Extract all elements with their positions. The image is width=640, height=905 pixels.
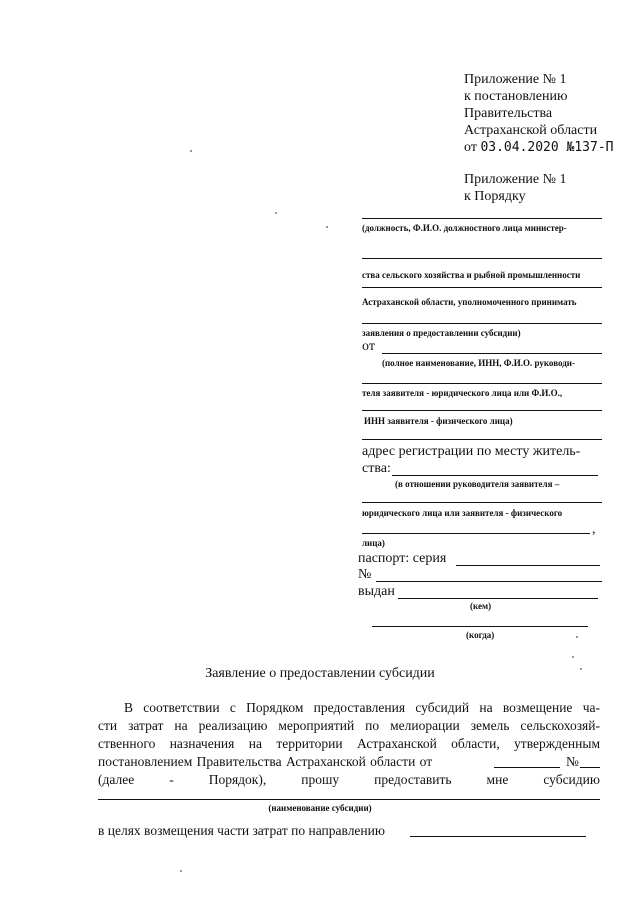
document-title: Заявление о предоставлении субсидии bbox=[205, 666, 435, 681]
scan-speck bbox=[572, 656, 574, 658]
scan-speck bbox=[180, 870, 182, 872]
purpose-label: в целях возмещения части затрат по направлению bbox=[98, 823, 385, 838]
scan-speck bbox=[576, 636, 578, 638]
field-line bbox=[362, 258, 602, 259]
field-line bbox=[362, 383, 602, 384]
paragraph-line-2: сти затрат на реализацию мероприятий по мелиорации земель сельскохозяй- bbox=[98, 718, 600, 733]
appendix-to-order: к Порядку bbox=[464, 189, 526, 204]
passport-series-line bbox=[456, 565, 600, 566]
hint-full-name: (полное наименование, ИНН, Ф.И.О. руководи- bbox=[382, 358, 575, 368]
field-line bbox=[362, 502, 602, 503]
field-line bbox=[362, 218, 602, 219]
passport-series-label: паспорт: серия bbox=[358, 551, 447, 566]
scan-speck bbox=[580, 668, 582, 670]
hint-region-authorized: Астраханской области, уполномоченного принимать bbox=[362, 297, 577, 307]
date-number-stamp: 03.04.2020 №137-П bbox=[480, 140, 614, 155]
word-ask: прошу bbox=[301, 772, 340, 787]
passport-number-line bbox=[376, 581, 602, 582]
date-prefix: от bbox=[464, 140, 477, 155]
paragraph-line-5 bbox=[98, 772, 600, 788]
field-line bbox=[362, 323, 602, 324]
hint-position: (должность, Ф.И.О. должностного лица министер- bbox=[362, 223, 567, 233]
paragraph-line-1: В соответствии с Порядком предоставления субсидий на возмещение ча- bbox=[124, 700, 600, 715]
appendix-date bbox=[464, 140, 614, 156]
field-line bbox=[362, 533, 590, 534]
appendix-order-title: Приложение № 1 bbox=[464, 172, 567, 187]
hint-when: (когда) bbox=[466, 630, 495, 640]
purpose-line bbox=[410, 836, 586, 837]
resolution-number-label: № bbox=[566, 754, 579, 769]
appendix-to-resolution: к постановлению bbox=[464, 89, 568, 104]
field-line bbox=[362, 439, 602, 440]
hint-applications: заявления о предоставлении субсидии) bbox=[362, 328, 521, 338]
issued-label: выдан bbox=[358, 584, 395, 599]
scan-speck bbox=[326, 226, 328, 228]
hint-inn: ИНН заявителя - физического лица) bbox=[364, 416, 513, 426]
word-me: мне bbox=[486, 772, 509, 787]
paragraph-line-4: постановлением Правительства Астраханской области от bbox=[98, 754, 433, 769]
word-subsidy: субсидию bbox=[543, 772, 600, 787]
address-field-line bbox=[392, 475, 598, 476]
resolution-number-line bbox=[580, 767, 600, 768]
issued-date-line bbox=[372, 626, 588, 627]
hint-ministry: ства сельского хозяйства и рыбной промышленности bbox=[362, 270, 581, 280]
from-field-line bbox=[382, 353, 602, 354]
word-order: Порядок), bbox=[208, 772, 267, 787]
appendix-title: Приложение № 1 bbox=[464, 72, 567, 87]
address-label-1: адрес регистрации по месту житель- bbox=[362, 444, 581, 459]
scan-speck bbox=[275, 212, 277, 214]
field-line bbox=[362, 287, 602, 288]
word-dash: - bbox=[169, 772, 174, 787]
appendix-region: Астраханской области bbox=[464, 123, 598, 138]
resolution-date-line bbox=[494, 767, 560, 768]
comma: , bbox=[592, 522, 596, 537]
hint-legal-entity: юридического лица или заявителя - физического bbox=[362, 508, 563, 518]
hint-subsidy-name: (наименование субсидии) bbox=[268, 803, 372, 813]
word-provide: предоставить bbox=[374, 772, 452, 787]
hint-head-relation: (в отношении руководителя заявителя – bbox=[395, 479, 560, 489]
address-label-2: ства: bbox=[362, 461, 391, 476]
scan-speck bbox=[190, 150, 192, 152]
from-label: от bbox=[362, 339, 375, 354]
issued-line bbox=[398, 598, 598, 599]
passport-number-label: № bbox=[358, 567, 372, 582]
hint-person: лица) bbox=[362, 538, 385, 548]
subsidy-name-line bbox=[98, 799, 600, 800]
field-line bbox=[362, 410, 602, 411]
appendix-government: Правительства bbox=[464, 106, 553, 121]
paragraph-line-3: ственного назначения на территории Астраханской области, утвержденным bbox=[98, 736, 600, 751]
word-further: (далее bbox=[98, 772, 135, 787]
hint-applicant-head: теля заявителя - юридического лица или Ф.И.О., bbox=[362, 388, 563, 398]
hint-by-whom: (кем) bbox=[470, 601, 492, 611]
